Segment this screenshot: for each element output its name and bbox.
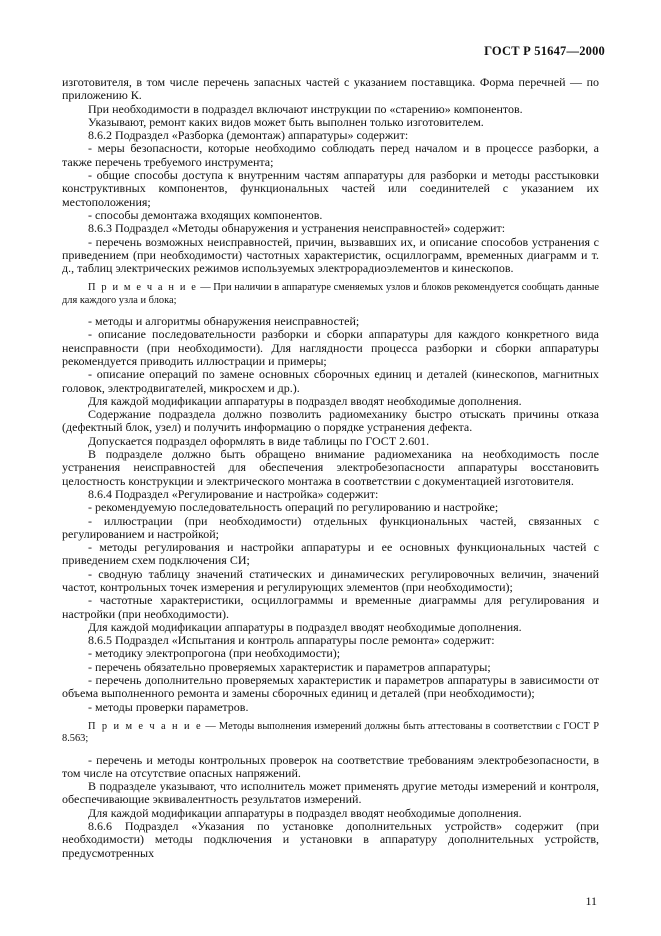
list-item: - методику электропрогона (при необходимости);	[88, 646, 341, 661]
list-item: - общие способы доступа к внутренним частям аппаратуры для разборки и методы расстыковки конструктивных компонентов, функциональных частей или соединителей с указанием их местоположения;	[62, 168, 599, 209]
note	[62, 282, 599, 307]
section-heading-8-6-4: 8.6.4 Подраздел «Регулирование и настройка» содержит:	[88, 486, 379, 501]
list-item: - иллюстрации (при необходимости) отдельных функциональных частей, связанных с регулированием и настройкой;	[62, 513, 599, 541]
page-number: 11	[585, 894, 597, 908]
paragraph: В подразделе должно быть обращено внимание радиомеханика на необходимость после устранения неисправностей для обеспечения электробезопасности аппаратуры восстановить целостность конструкции и электрического монтажа в соответствии с документацией изготовителя.	[62, 447, 599, 488]
list-item: - рекомендуемую последовательность операций по регулированию и настройке;	[88, 500, 499, 515]
list-item: - частотные характеристики, осциллограммы и временные диаграммы для регулирования и настройки (при необходимости).	[62, 593, 599, 621]
list-item: - описание операций по замене основных сборочных единиц и деталей (кинескопов, магнитных головок, электродвигателей, микросхем и др.).	[62, 367, 599, 395]
note	[62, 721, 599, 746]
list-item: - перечень возможных неисправностей, причин, вызвавших их, и описание способов устранения с приведением (при необходимости) частотных характеристик, осциллограмм, временных диаграмм и т. д., таблиц электрических режимов используемых электрорадиоэлементов и кинескопов.	[62, 234, 599, 276]
paragraph: При необходимости в подраздел включают инструкции по «старению» компонентов.	[88, 101, 523, 116]
list-item: - перечень дополнительно проверяемых характеристик и параметров аппаратуры в зависимости от объема выполненного ремонта и замены сборочных единиц и деталей (при необходимости);	[62, 673, 599, 701]
paragraph: Содержание подраздела должно позволить радиомеханику быстро отыскать причины отказа (дефектный блок, узел) и получить информацию о порядке устранения дефекта.	[62, 407, 599, 435]
note-label: П р и м е ч а н и е	[88, 282, 198, 294]
paragraph: В подразделе указывают, что исполнитель может применять другие методы измерений и контроля, обеспечивающие эквивалентность результатов измерений.	[62, 779, 599, 807]
list-item: - методы и алгоритмы обнаружения неисправностей;	[88, 314, 360, 329]
section-heading-8-6-2: 8.6.2 Подраздел «Разборка (демонтаж) аппаратуры» содержит:	[88, 128, 409, 143]
section-heading-8-6-3: 8.6.3 Подраздел «Методы обнаружения и устранения неисправностей» содержит:	[88, 221, 506, 236]
document-header: ГОСТ Р 51647—2000	[484, 44, 605, 58]
section-heading-8-6-6: 8.6.6 Подраздел «Указания по установке дополнительных устройств» содержит (при необходимости) методы подключения и установки в аппаратуру дополнительных устройств, предусмотренных	[62, 819, 599, 860]
paragraph: Для каждой модификации аппаратуры в подраздел вводят необходимые дополнения.	[88, 805, 522, 820]
paragraph: Указывают, ремонт каких видов может быть выполнен только изготовителем.	[88, 114, 484, 129]
list-item: - методы проверки параметров.	[88, 699, 249, 714]
paragraph: Допускается подраздел оформлять в виде таблицы по ГОСТ 2.601.	[88, 433, 430, 448]
list-item: - перечень обязательно проверяемых характеристик и параметров аппаратуры;	[88, 659, 491, 674]
list-item: - описание последовательности разборки и сборки аппаратуры для каждого конкретного вида неисправности (при необходимости). Для наглядности процесса разборки и сборки аппаратуры рекомендуется приводить иллюстрации и примеры;	[62, 327, 599, 368]
paragraph: изготовителя, в том числе перечень запасных частей с указанием поставщика. Форма перечней — по приложению К.	[62, 75, 599, 103]
paragraph: Для каждой модификации аппаратуры в подраздел вводят необходимые дополнения.	[88, 619, 522, 634]
note-text: — При наличии в аппаратуре сменяемых узлов и блоков рекомендуется сообщать данные для каждого узла и блока;	[62, 282, 600, 306]
list-item: - методы регулирования и настройки аппаратуры и ее основных функциональных частей с приведением схем подключения СИ;	[62, 540, 599, 568]
list-item: - сводную таблицу значений статических и динамических регулировочных величин, значений частот, контрольных точек измерения и регулирующих элементов (при необходимости);	[62, 566, 599, 594]
document-body	[62, 76, 599, 860]
list-item: - перечень и методы контрольных проверок на соответствие требованиям электробезопасности, в том числе на отсутствие опасных напряжений.	[62, 752, 599, 780]
list-item: - способы демонтажа входящих компонентов.	[88, 207, 323, 222]
note-label: П р и м е ч а н и е	[88, 720, 203, 732]
section-heading-8-6-5: 8.6.5 Подраздел «Испытания и контроль аппаратуры после ремонта» содержит:	[88, 633, 495, 648]
list-item: - меры безопасности, которые необходимо соблюдать перед началом и в процессе разборки, а также перечень требуемого инструмента;	[62, 141, 599, 169]
note-text: — Методы выполнения измерений должны быть аттестованы в соответствии с ГОСТ Р 8.563;	[62, 720, 599, 745]
paragraph: Для каждой модификации аппаратуры в подраздел вводят необходимые дополнения.	[88, 393, 522, 408]
